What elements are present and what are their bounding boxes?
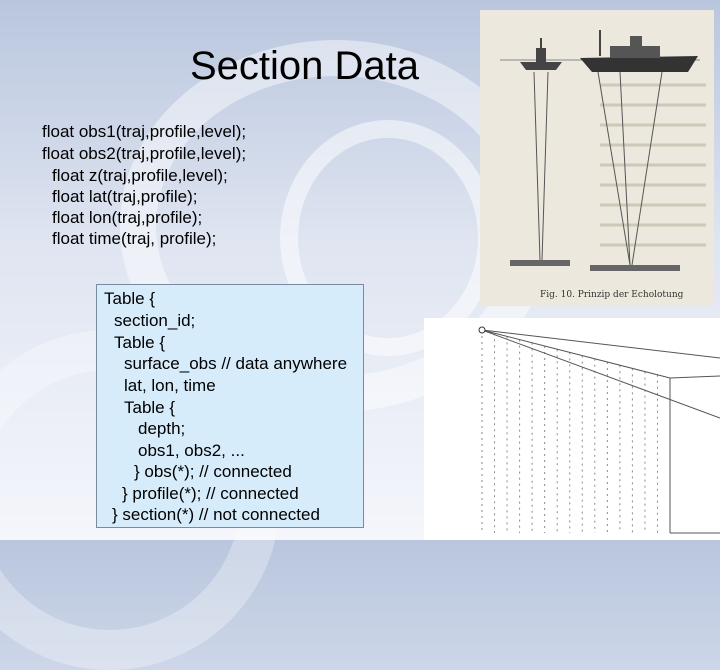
small-ship-icon bbox=[520, 38, 562, 70]
large-ship-icon bbox=[580, 30, 698, 72]
structure-line: } profile(*); // connected bbox=[122, 484, 299, 503]
declaration-line: float z(traj,profile,level); bbox=[52, 166, 228, 185]
profile-grid-illustration bbox=[424, 318, 720, 540]
sonar-beams bbox=[534, 72, 662, 265]
scanned-text-lines bbox=[600, 85, 706, 245]
structure-line: obs1, obs2, ... bbox=[138, 441, 245, 460]
sonar-figure-caption: Fig. 10. Prinzip der Echolotung bbox=[540, 290, 684, 300]
structure-line: surface_obs // data anywhere bbox=[124, 354, 348, 373]
echo-sounding-illustration bbox=[480, 10, 714, 306]
sea-bed-icon bbox=[510, 260, 680, 271]
perspective-line bbox=[482, 330, 670, 378]
structure-line: depth; bbox=[138, 419, 186, 438]
declaration-line: float lat(traj,profile); bbox=[52, 187, 198, 206]
structure-line: } obs(*); // connected bbox=[134, 462, 292, 481]
echo-sounding-drawing bbox=[480, 10, 714, 306]
declaration-line: float time(traj, profile); bbox=[52, 229, 217, 248]
structure-line: Table { bbox=[104, 289, 156, 308]
origin-marker bbox=[479, 327, 485, 333]
perspective-line bbox=[482, 330, 720, 358]
profile-grid-drawing bbox=[424, 318, 720, 540]
structure-line: lat, lon, time bbox=[124, 376, 216, 395]
declaration-line: float obs2(traj,profile,level); bbox=[42, 144, 247, 163]
structure-line: Table { bbox=[114, 333, 166, 352]
perspective-line bbox=[482, 330, 720, 418]
slide-title: Section Data bbox=[190, 44, 420, 88]
declaration-line: float lon(traj,profile); bbox=[52, 208, 203, 227]
structure-line: section_id; bbox=[114, 311, 196, 330]
structure-line: Table { bbox=[124, 398, 176, 417]
declaration-line: float obs1(traj,profile,level); bbox=[42, 122, 247, 141]
structure-code-box bbox=[96, 284, 364, 528]
structure-line: } section(*) // not connected bbox=[112, 505, 320, 524]
perspective-line bbox=[670, 376, 720, 378]
